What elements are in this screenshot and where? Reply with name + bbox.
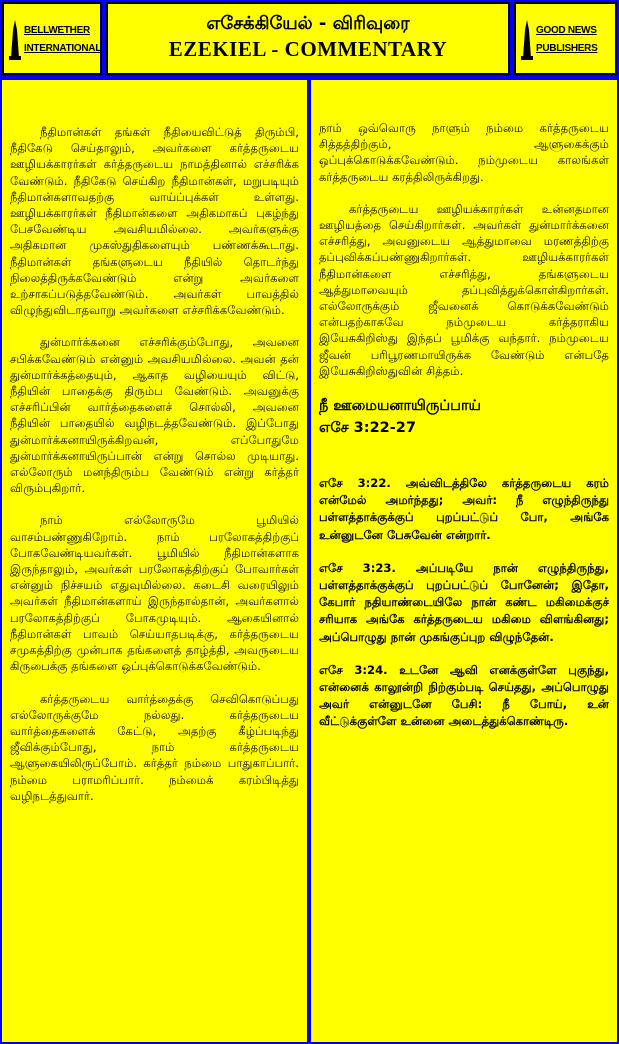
logo-line2: PUBLISHERS	[536, 43, 598, 54]
page-title-english: EZEKIEL - COMMENTARY	[168, 37, 448, 61]
publisher-logo-right	[514, 2, 617, 75]
paragraph: கர்த்தருடைய வார்த்தைக்கு செவிகொடுப்பது எல்லோருக்குமே நல்லது. கர்த்தருடைய வார்த்தைகளைக் கேட்டு, அதற்கு கீழ்ப்படிந்து ஜீவிக்கும்போது, நாம் கர்த்தருடைய ஆளுகையிலிருப்போம். கர்த்தர் நம்மை பாதுகாப்பார். நம்மை பராமரிப்பார். நம்மைக் கரம்பிடித்து வழிநடத்துவார்.	[10, 691, 299, 803]
section-heading-reference: எசே 3:22-27	[319, 420, 416, 437]
right-column	[311, 80, 617, 1042]
page-title-tamil: எசேக்கியேல் - விரிவுரை	[206, 13, 410, 34]
left-column	[2, 80, 307, 1042]
paragraph: நீதிமான்கள் தங்கள் நீதியைவிட்டுத் திரும்பி, நீதிகேடு செய்தாலும், அவர்களை கர்த்தருடைய ஊழியக்காரர்கள் கர்த்தருடைய நாமத்தினால் எச்சரிக்க வேண்டும். நீதிகேடு செய்கிற நீதிமான்கள், மறுபடியும் நீதிமான்களாவதற்கு வாய்ப்புக்கள் உள்ளது. ஊழியக்காரர்கள் நீதிமான்களை அதிகமாகப் புகழ்ந்து பேசவேண்டிய அவசியமில்லை. அவர்களுக்கு அதிகமான முகஸ்துதிகளையும் பண்ணக்கூடாது. நீதிமான்கள் தங்களுடைய நீதியில் தொடர்ந்து நிலைத்திருக்கவேண்டும் என்று அவர்களை உற்சாகப்படுத்தவேண்டும். அவர்கள் பாவத்தில் விழுந்துவிடாதவாறு அவர்களை எச்சரிக்கவேண்டும்.	[10, 125, 299, 318]
verse: எசே 3:22. அவ்விடத்திலே கர்த்தருடைய கரம் என்மேல் அமர்ந்தது; அவர்: நீ எழுந்திருந்து பள்ளத்தாக்குக்குப் புறப்பட்டுப் போ, அங்கே உன்னுடனே பேசுவேன் என்றார்.	[319, 476, 609, 542]
publisher-logo-left	[2, 2, 102, 75]
paragraph: நாம் ஒவ்வொரு நாளும் நம்மை கர்த்தருடைய சித்தத்திற்கும், ஆளுகைக்கும் ஒப்புக்கொடுக்கவேண்டும். நம்முடைய காலங்கள் கர்த்தருடைய கரத்திலிருக்கிறது.	[319, 121, 609, 184]
paragraph: நாம் எல்லோருமே பூமியில் வாசம்பண்ணுகிறோம். நாம் பரலோகத்திற்குப் போகவேண்டியவர்கள். பூமியில் நீதிமான்களாக இருந்தாலும், அவர்கள் பரலோகத்திற்குப் போவார்கள் என்னும் நிச்சயம் எதுவுமில்லை. கடைசி வரையிலும் அவர்கள் நீதிமான்களாய் இருந்தால்தான், அவர்களால் பரலோகத்திற்குப் போகமுடியும். ஆகையினால் நீதிமான்கள் பாவம் செய்யாதபடிக்கு, கர்த்தருடைய சமுகத்திற்கு முன்பாக தங்களைத் தாழ்த்தி, அவருடைய கிருபைக்கு தங்களை ஒப்புக்கொடுக்கவேண்டும்.	[10, 513, 299, 674]
logo-line1: GOOD NEWS	[536, 25, 597, 36]
tower-icon	[520, 20, 534, 60]
logo-line2: INTERNATIONAL	[24, 43, 102, 54]
verse: எசே 3:23. அப்படியே நான் எழுந்திருந்து, பள்ளத்தாக்குக்குப் புறப்பட்டுப் போனேன்; இதோ, கேபார் நதியாண்டையிலே நான் கண்ட மகிமைக்குச் சரியாக அங்கே கர்த்தருடைய மகிமை விளங்கினது; அப்பொழுது நான் முகங்குப்புற விழுந்தேன்.	[319, 560, 609, 644]
logo-line1: BELLWETHER	[24, 25, 90, 36]
page-header	[0, 0, 619, 80]
verse: எசே 3:24. உடனே ஆவி எனக்குள்ளே புகுந்து, என்னைக் காலூன்றி நிற்கும்படி செய்தது, அப்பொழுது அவர் என்னுடனே பேசி: நீ போய், உன் வீட்டுக்குள்ளே உன்னை அடைத்துக்கொண்டிரு.	[319, 662, 609, 729]
paragraph: கர்த்தருடைய ஊழியக்காரர்கள் உன்னதமான ஊழியத்தை செய்கிறார்கள். அவர்கள் துன்மார்க்கனை எச்சரித்து, அவனுடைய ஆத்துமாவை மரணத்திற்கு தப்புவிக்கப்பண்ணுகிறார்கள். ஊழியக்காரர்கள் நீதிமான்களை எச்சரித்து, தங்களுடைய ஆத்துமாவையும் தப்புவித்துக்கொள்கிறார்கள். எல்லோருக்கும் ஜீவனைக் கொடுக்கவேண்டும் என்பதற்காகவே நம்முடைய கர்த்தராகிய இயேசுகிறிஸ்து இந்தப் பூமிக்கு வந்தார். நம்முடைய ஜீவன் பரிபூரணமாயிருக்க வேண்டும் என்பதே இயேசுகிறிஸ்துவின் சித்தம்.	[319, 201, 609, 378]
paragraph: துன்மார்க்கனை எச்சரிக்கும்போது, அவனை சபிக்கவேண்டும் என்னும் அவசியமில்லை. அவன் தன் துன்மார்க்கத்தையும், ஆகாத வழியையும் விட்டு, நீதியின் பாதைக்கு திரும்ப வேண்டும். அவனுக்கு எச்சரிப்பின் வார்த்தைகளைச் சொல்லி, அவனை நீதியின் பாதையில் வழிநடத்தவேண்டும். இப்போது துன்மார்க்கனாயிருக்கிறவன், எப்போதுமே துன்மார்க்கனாயிருப்பான் என்று சொல்ல முடியாது. எல்லோரும் மனந்திரும்ப வேண்டும் என்று கர்த்தர் விரும்புகிறார்.	[10, 335, 299, 496]
section-heading-title: நீ ஊமையனாயிருப்பாய்	[319, 398, 481, 415]
section-heading	[319, 395, 609, 439]
title-box	[106, 2, 510, 75]
tower-icon	[8, 20, 22, 60]
